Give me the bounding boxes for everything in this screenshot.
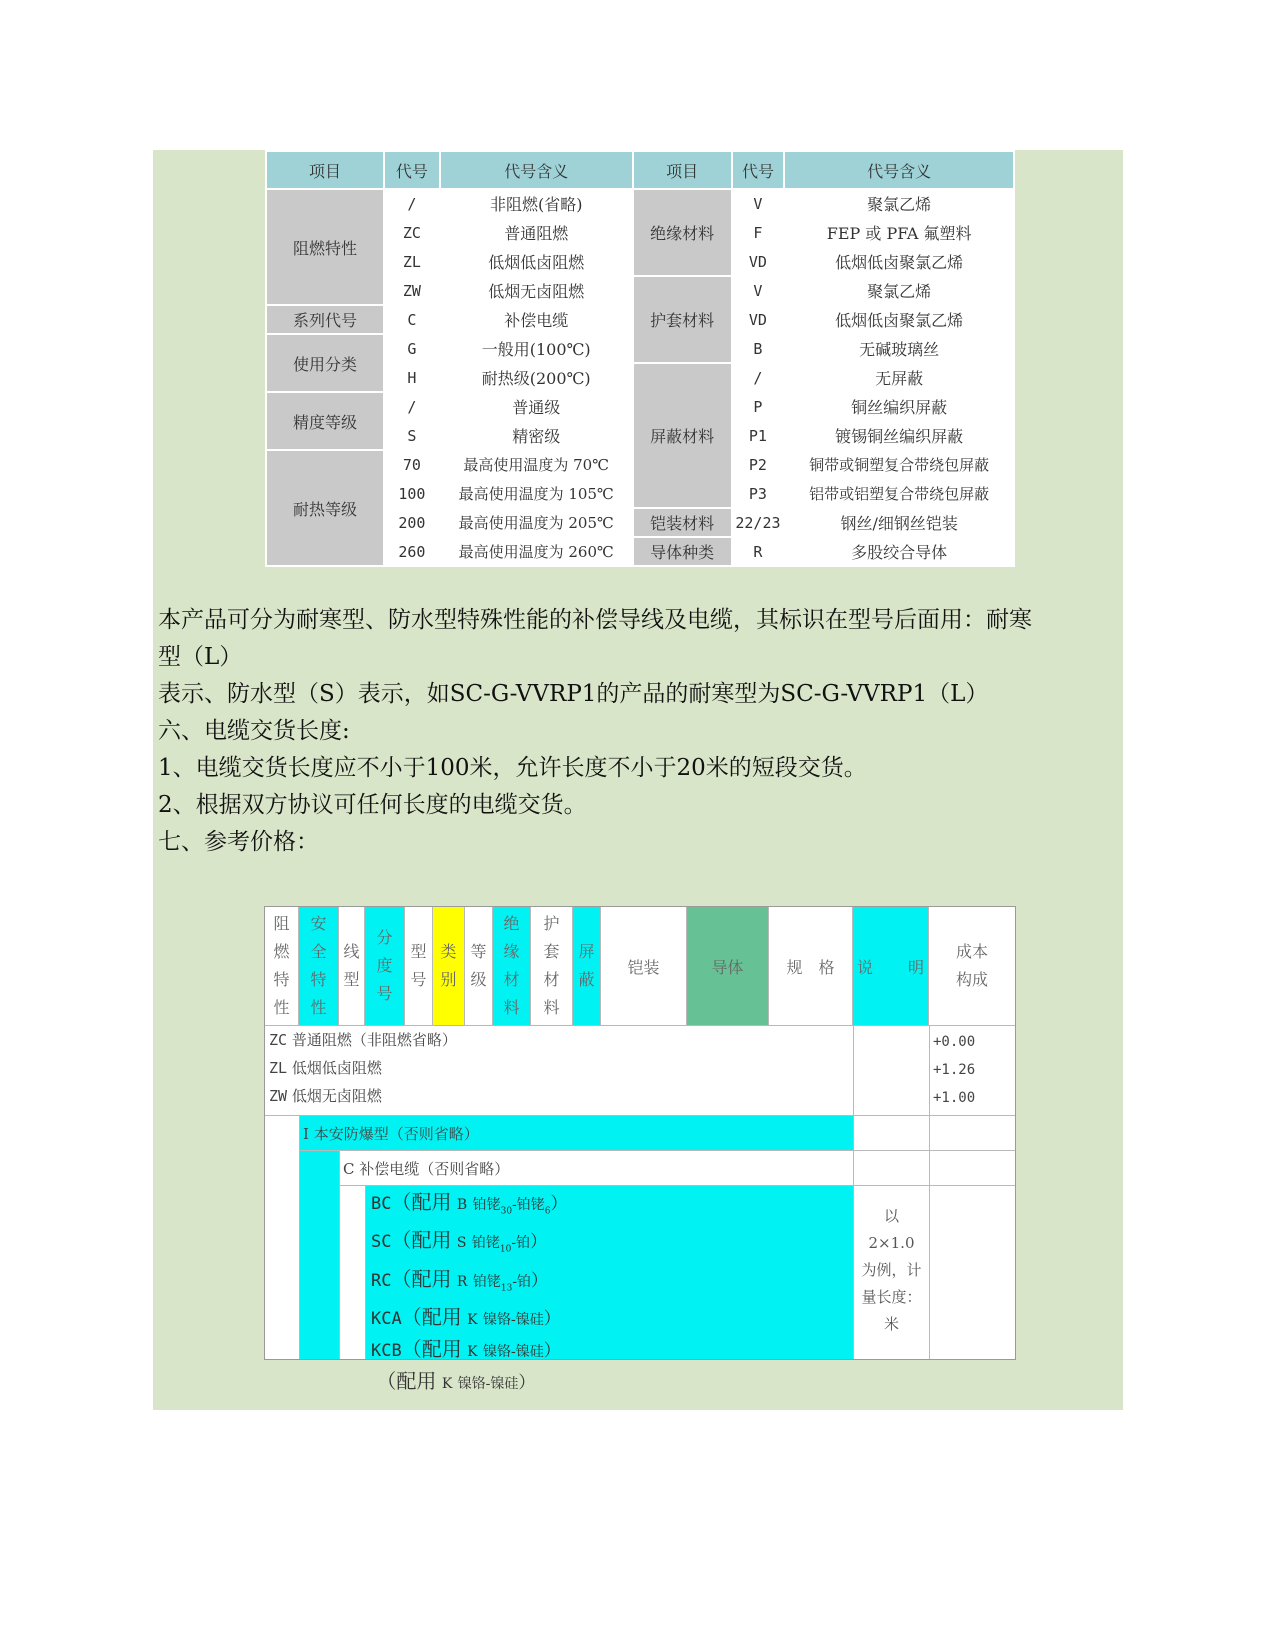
- graduation-item: KCB（配用 K 镍铬-镍硅）: [371, 1337, 561, 1362]
- meaning-cell: 聚氯乙烯: [784, 276, 1014, 305]
- table-row: [266, 189, 1014, 218]
- group-label: 屏蔽材料: [633, 363, 732, 508]
- group-label: 护套材料: [633, 276, 732, 363]
- code-cell: ZW: [384, 276, 440, 305]
- meaning-cell: 最高使用温度为 205℃: [440, 508, 633, 537]
- code-cell: VD: [732, 305, 785, 334]
- meaning-cell: 铝带或铝塑复合带绕包屏蔽: [784, 479, 1014, 508]
- model-composition-table: [264, 906, 1016, 1394]
- header-model: 型 号: [405, 907, 433, 1025]
- group-label: 精度等级: [266, 392, 384, 450]
- paragraph-delivery-rule-2: 2、根据双方协议可任何长度的电缆交货。: [158, 792, 587, 818]
- meaning-cell: 精密级: [440, 421, 633, 450]
- meaning-cell: 普通阻燃: [440, 218, 633, 247]
- graduation-list: [371, 1188, 568, 1399]
- row-divider: [265, 1025, 1015, 1026]
- meaning-cell: 无碱玻璃丝: [784, 334, 1014, 363]
- group-label: 铠装材料: [633, 508, 732, 537]
- meaning-cell: 耐热级(200℃): [440, 363, 633, 392]
- header-graduation: 分 度 号: [365, 907, 405, 1025]
- header-spec: 规 格: [769, 907, 853, 1025]
- column-divider: [929, 1025, 930, 1359]
- flame-row: ZC 普通阻燃（非阻燃省略）: [269, 1031, 457, 1049]
- code-cell: ZC: [384, 218, 440, 247]
- code-cell: H: [384, 363, 440, 392]
- header-meaning: 代号含义: [440, 151, 633, 189]
- paragraph-special-types-cont: 型（L）: [158, 644, 243, 670]
- group-label: 阻燃特性: [266, 189, 384, 305]
- section-heading-reference-price: 七、参考价格：: [158, 829, 319, 855]
- meaning-cell: FEP 或 PFA 氟塑料: [784, 218, 1014, 247]
- table-header-row: [266, 151, 1014, 189]
- meaning-cell: 一般用(100℃): [440, 334, 633, 363]
- header-safety: 安 全 特 性: [299, 907, 339, 1025]
- header-code: 代号: [384, 151, 440, 189]
- code-cell: G: [384, 334, 440, 363]
- group-label: 系列代号: [266, 305, 384, 334]
- code-cell: ZL: [384, 247, 440, 276]
- paragraph-special-types: 本产品可分为耐寒型、防水型特殊性能的补偿导线及电缆，其标识在型号后面用：耐寒: [158, 607, 1032, 633]
- code-cell: 70: [384, 450, 440, 479]
- meaning-cell: 铜丝编织屏蔽: [784, 392, 1014, 421]
- code-cell: /: [384, 189, 440, 218]
- header-category: 类 别: [433, 907, 465, 1025]
- meaning-cell: 低烟无卤阻燃: [440, 276, 633, 305]
- group-label: 耐热等级: [266, 450, 384, 566]
- flame-row: ZL 低烟低卤阻燃: [269, 1059, 382, 1077]
- type-row: C 补偿电缆（否则省略）: [343, 1160, 510, 1178]
- header-insulation: 绝 缘 材 料: [493, 907, 531, 1025]
- safety-column-fill: [299, 1116, 339, 1359]
- meaning-cell: 多股绞合导体: [784, 537, 1014, 566]
- header-note: 说 明: [853, 907, 929, 1025]
- paragraph-marking-example: 表示、防水型（S）表示，如SC-G-VVRP1的产品的耐寒型为SC-G-VVRP1（L）: [158, 681, 989, 707]
- meaning-cell: 非阻燃(省略): [440, 189, 633, 218]
- code-cell: 260: [384, 537, 440, 566]
- header-item: 项目: [633, 151, 732, 189]
- code-cell: C: [384, 305, 440, 334]
- paragraph-delivery-rule-1: 1、电缆交货长度应不小于100米，允许长度不小于20米的短段交货。: [158, 755, 867, 781]
- group-label: 导体种类: [633, 537, 732, 566]
- header-armor: 铠装: [601, 907, 687, 1025]
- code-cell: P3: [732, 479, 785, 508]
- header-item: 项目: [266, 151, 384, 189]
- group-label: 使用分类: [266, 334, 384, 392]
- meaning-cell: 最高使用温度为 105℃: [440, 479, 633, 508]
- graduation-item: BC（配用 B 铂铑$_{30}$-铂铑$_6$）: [371, 1190, 568, 1217]
- section-heading-delivery-length: 六、电缆交货长度:: [158, 718, 350, 744]
- graduation-item: （配用 K 镍铬-镍硅）: [376, 1369, 536, 1394]
- meaning-cell: 普通级: [440, 392, 633, 421]
- meaning-cell: 铜带或铜塑复合带绕包屏蔽: [784, 450, 1014, 479]
- code-cell: B: [732, 334, 785, 363]
- meaning-cell: 镀锡铜丝编织屏蔽: [784, 421, 1014, 450]
- code-cell: VD: [732, 247, 785, 276]
- meaning-cell: 补偿电缆: [440, 305, 633, 334]
- graduation-item: RC（配用 R 铂铑$_{13}$-铂）: [371, 1266, 549, 1294]
- code-cell: /: [732, 363, 785, 392]
- code-meaning-table: [265, 150, 1015, 567]
- note-cell: 以 2×1.0 为例，计 量长度： 米: [861, 1207, 922, 1333]
- header-code: 代号: [732, 151, 785, 189]
- code-cell: P1: [732, 421, 785, 450]
- header-grade: 等 级: [465, 907, 493, 1025]
- code-cell: 100: [384, 479, 440, 508]
- code-cell: R: [732, 537, 785, 566]
- meaning-cell: 低烟低卤聚氯乙烯: [784, 305, 1014, 334]
- code-cell: /: [384, 392, 440, 421]
- column-divider: [339, 1150, 340, 1359]
- meaning-cell: 最高使用温度为 260℃: [440, 537, 633, 566]
- meaning-cell: 聚氯乙烯: [784, 189, 1014, 218]
- header-conductor: 导体: [687, 907, 769, 1025]
- meaning-cell: 低烟低卤聚氯乙烯: [784, 247, 1014, 276]
- code-cell: S: [384, 421, 440, 450]
- safety-row: I 本安防爆型（否则省略）: [299, 1116, 853, 1150]
- code-cell: P: [732, 392, 785, 421]
- group-label: 绝缘材料: [633, 189, 732, 276]
- header-wire-type: 线 型: [339, 907, 365, 1025]
- graduation-item: KCA（配用 K 镍铬-镍硅）: [371, 1305, 561, 1330]
- header-meaning: 代号含义: [784, 151, 1014, 189]
- header-flame-retardant: 阻 燃 特 性: [265, 907, 299, 1025]
- code-cell: 22/23: [732, 508, 785, 537]
- meaning-cell: 低烟低卤阻燃: [440, 247, 633, 276]
- cost-column-flame: +0.00 +1.26 +1.00: [933, 1034, 976, 1106]
- code-cell: V: [732, 276, 785, 305]
- header-sheath: 护 套 材 料: [531, 907, 573, 1025]
- meaning-cell: 最高使用温度为 70℃: [440, 450, 633, 479]
- column-divider: [299, 1115, 300, 1359]
- code-cell: P2: [732, 450, 785, 479]
- code-cell: V: [732, 189, 785, 218]
- meaning-cell: 无屏蔽: [784, 363, 1014, 392]
- header-shield: 屏 蔽: [573, 907, 601, 1025]
- code-cell: 200: [384, 508, 440, 537]
- header-cost: 成本 构成: [955, 942, 988, 989]
- code-cell: F: [732, 218, 785, 247]
- graduation-item: SC（配用 S 铂铑$_{10}$-铂）: [371, 1228, 548, 1255]
- flame-row: ZW 低烟无卤阻燃: [269, 1087, 382, 1105]
- meaning-cell: 钢丝/细钢丝铠装: [784, 508, 1014, 537]
